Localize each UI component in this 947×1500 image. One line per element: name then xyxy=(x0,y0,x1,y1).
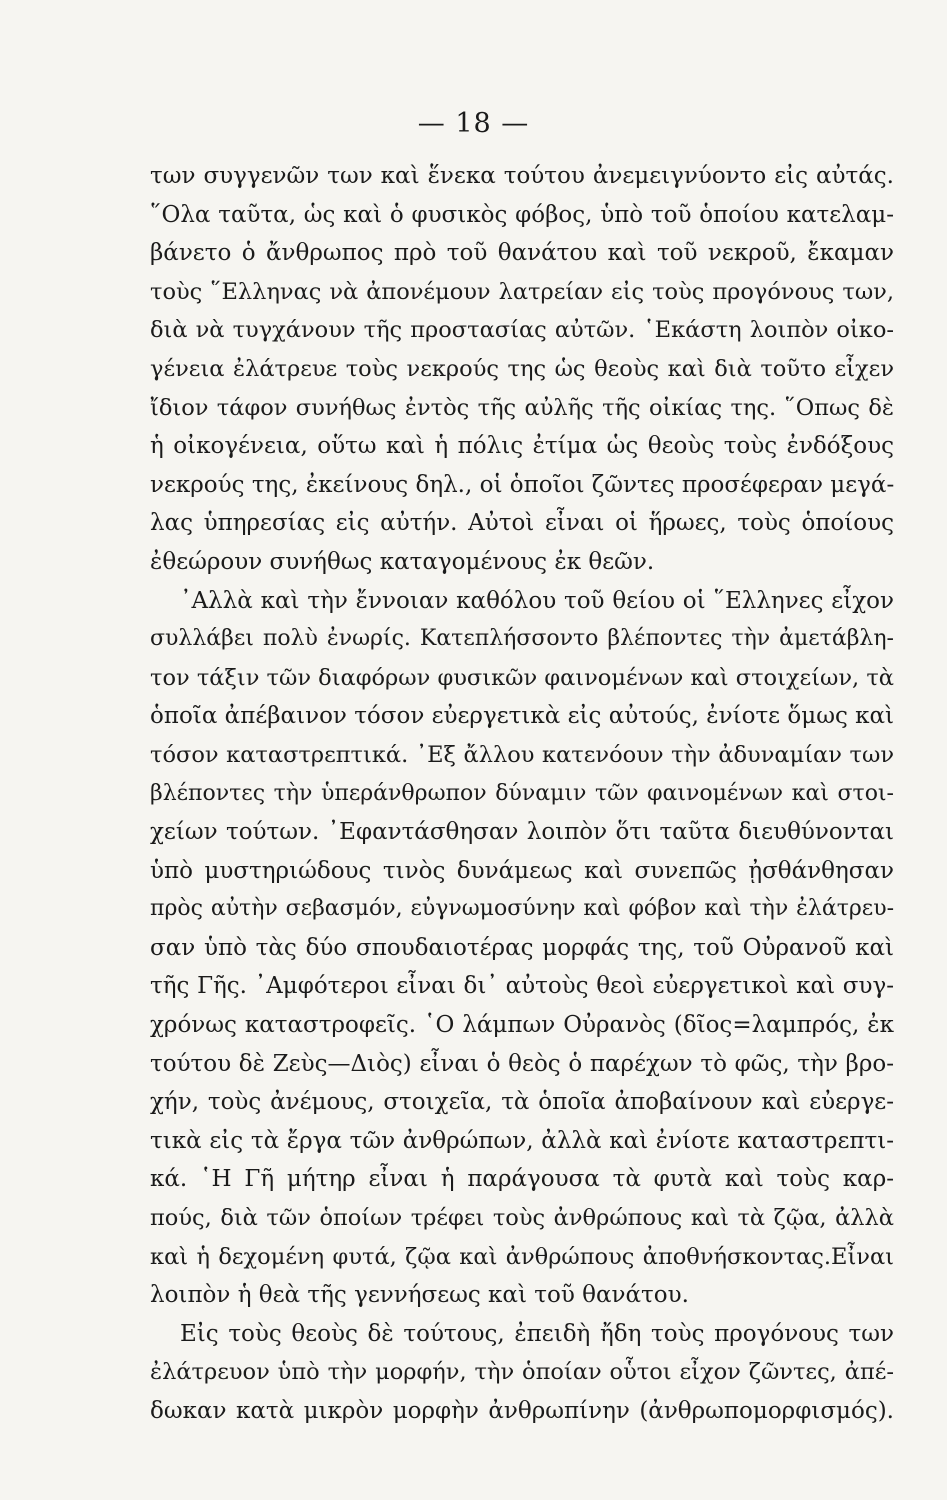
text-line: σαν ὑπὸ τὰς δύο σπουδαιοτέρας μορφάς της, τοῦ Οὐρανοῦ καὶ xyxy=(150,934,894,961)
text-line: χήν, τοὺς ἀνέμους, στοιχεῖα, τὰ ὁποῖα ἀποβαίνουν καὶ εὐεργε- xyxy=(150,1089,894,1116)
text-line: τούτου δὲ Ζεὺς—Διὸς) εἶναι ὁ θεὸς ὁ παρέχων τὸ φῶς, τὴν βρο- xyxy=(150,1050,894,1077)
text-line: δωκαν κατὰ μικρὸν μορφὴν ἀνθρωπίνην (ἀνθρωπομορφισμός). xyxy=(150,1398,894,1424)
text-line: πούς, διὰ τῶν ὁποίων τρέφει τοὺς ἀνθρώπους καὶ τὰ ζῷα, ἀλλὰ xyxy=(150,1205,894,1232)
text-line: λας ὑπηρεσίας εἰς αὐτήν. Αὐτοὶ εἶναι οἱ ἥρωες, τοὺς ὁποίους xyxy=(150,510,894,537)
text-line: ῞Ολα ταῦτα, ὡς καὶ ὁ φυσικὸς φόβος, ὑπὸ τοῦ ὁποίου κατελαμ- xyxy=(150,201,894,228)
text-line: πρὸς αὐτὴν σεβασμόν, εὐγνωμοσύνην καὶ φόβον καὶ τὴν ἐλάτρευ- xyxy=(150,896,894,922)
text-line: χείων τούτων. ᾿Εφαντάσθησαν λοιπὸν ὅτι ταῦτα διευθύνονται xyxy=(150,819,894,846)
text-line: ὁποῖα ἀπέβαινον τόσον εὐεργετικὰ εἰς αὐτούς, ἐνίοτε ὅμως καὶ xyxy=(150,703,894,730)
text-line: συλλάβει πολὺ ἐνωρίς. Κατεπλήσσοντο βλέποντες τὴν ἀμετάβλη- xyxy=(150,626,894,652)
text-line: Εἰς τοὺς θεοὺς δὲ τούτους, ἐπειδὴ ἤδη τοὺς προγόνους των xyxy=(180,1320,894,1347)
text-line: των συγγενῶν των καὶ ἕνεκα τούτου ἀνεμειγνύοντο εἰς αὐτάς. xyxy=(150,163,894,189)
text-line: γένεια ἐλάτρευε τοὺς νεκρούς της ὡς θεοὺς καὶ διὰ τοῦτο εἶχεν xyxy=(150,355,894,382)
text-line: λοιπὸν ἡ θεὰ τῆς γεννήσεως καὶ τοῦ θανάτου. xyxy=(150,1282,689,1309)
text-line: διὰ νὰ τυγχάνουν τῆς προστασίας αὐτῶν. ῾Εκάστη λοιπὸν οἰκο- xyxy=(150,317,894,344)
text-line: ἐθεώρουν συνήθως καταγομένους ἐκ θεῶν. xyxy=(150,548,655,575)
text-line: κά. ῾Η Γῆ μήτηρ εἶναι ἡ παράγουσα τὰ φυτὰ καὶ τοὺς καρ- xyxy=(150,1166,894,1193)
text-line: νεκρούς της, ἐκείνους δηλ., οἱ ὁποῖοι ζῶντες προσέφεραν μεγά- xyxy=(150,471,894,498)
text-line: τοὺς ῞Ελληνας νὰ ἀπονέμουν λατρείαν εἰς τοὺς προγόνους των, xyxy=(150,278,894,305)
text-line: τον τάξιν τῶν διαφόρων φυσικῶν φαινομένων καὶ στοιχείων, τὰ xyxy=(150,664,894,691)
page-number: — 18 — xyxy=(417,108,530,139)
text-line: ἴδιον τάφον συνήθως ἐντὸς τῆς αὐλῆς τῆς οἰκίας της. ῞Οπως δὲ xyxy=(150,394,894,421)
body-text xyxy=(150,157,894,1431)
text-line: τόσον καταστρεπτικά. ᾿Εξ ἄλλου κατενόουν τὴν ἀδυναμίαν των xyxy=(150,741,894,768)
text-line: χρόνως καταστροφεῖς. ῾Ο λάμπων Οὐρανὸς (δῖος=λαμπρός, ἐκ xyxy=(150,1012,894,1039)
text-line: τῆς Γῆς. ᾿Αμφότεροι εἶναι δι᾿ αὐτοὺς θεοὶ εὐεργετικοὶ καὶ συγ- xyxy=(150,973,894,1000)
text-line: καὶ ἡ δεχομένη φυτά, ζῷα καὶ ἀνθρώπους ἀποθνήσκοντας.Εἶναι xyxy=(150,1243,894,1270)
text-line: ὑπὸ μυστηριώδους τινὸς δυνάμεως καὶ συνεπῶς ᾐσθάνθησαν xyxy=(150,857,894,884)
text-line: βάνετο ὁ ἄνθρωπος πρὸ τοῦ θανάτου καὶ τοῦ νεκροῦ, ἔκαμαν xyxy=(150,240,894,267)
text-line: τικὰ εἰς τὰ ἔργα τῶν ἀνθρώπων, ἀλλὰ καὶ ἐνίοτε καταστρεπτι- xyxy=(150,1127,894,1154)
text-line: ᾿Αλλὰ καὶ τὴν ἔννοιαν καθόλου τοῦ θείου οἱ ῞Ελληνες εἶχον xyxy=(180,587,894,614)
text-line: ἐλάτρευον ὑπὸ τὴν μορφήν, τὴν ὁποίαν οὗτοι εἶχον ζῶντες, ἀπέ- xyxy=(150,1359,894,1386)
text-line: βλέποντες τὴν ὑπεράνθρωπον δύναμιν τῶν φαινομένων καὶ στοι- xyxy=(150,780,894,806)
text-line: ἡ οἰκογένεια, οὕτω καὶ ἡ πόλις ἐτίμα ὡς θεοὺς τοὺς ἐνδόξους xyxy=(150,433,894,460)
